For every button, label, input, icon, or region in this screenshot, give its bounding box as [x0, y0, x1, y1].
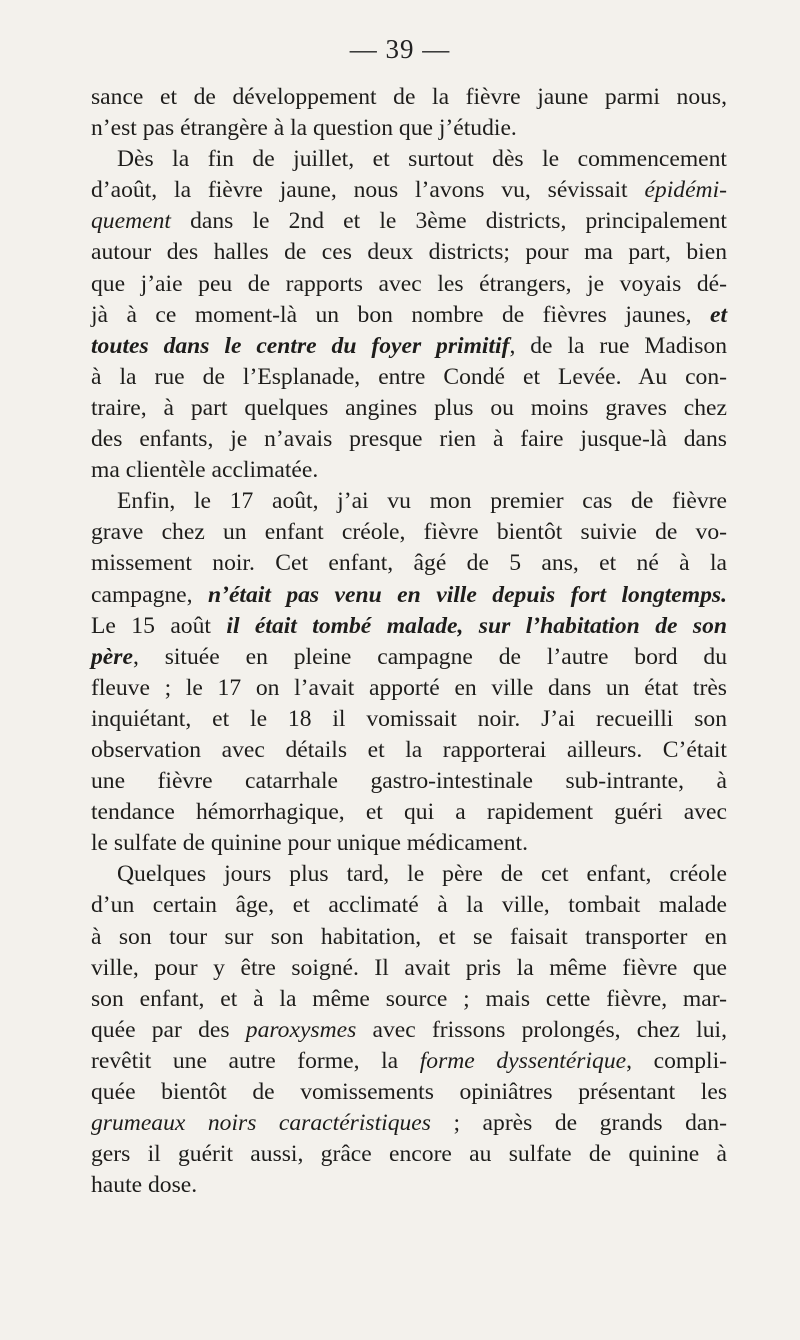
text-run: gers il guérit aussi, grâce encore au sulfate de quinine à [91, 1141, 727, 1168]
text-run: d’août, la fièvre jaune, nous l’avons vu, sévissait [91, 177, 645, 204]
paragraph [91, 144, 727, 486]
text-run: sance et de développement de la fièvre jaune parmi nous, [91, 84, 727, 110]
text-line [91, 1015, 727, 1046]
text-run: ville, pour y être soigné. Il avait pris la même fièvre que [91, 954, 727, 981]
text-line [91, 984, 727, 1015]
text-run: missement noir. Cet enfant, âgé de 5 ans, et né à la [91, 550, 727, 577]
text-run: à la rue de l’Esplanade, entre Condé et Levée. Au con- [91, 363, 727, 390]
text-line [91, 828, 727, 859]
text-run: observation avec détails et la rapporterai ailleurs. C’était [91, 736, 727, 763]
text-run: Enfin, le 17 août, j’ai vu mon premier cas de fièvre [117, 488, 727, 515]
text-run: Quelques jours plus tard, le père de cet enfant, créole [117, 861, 727, 888]
italic-text: et [709, 301, 727, 328]
text-run: revêtit une autre forme, la [91, 1047, 420, 1074]
page-number: — 39 — [349, 34, 451, 64]
text-run: grave chez un enfant créole, fièvre bientôt suivie de vo- [91, 519, 727, 546]
text-run: à son tour sur son habitation, et se faisait transporter en [91, 923, 727, 950]
italic-text: grumeaux noirs caractéristiques [91, 1110, 431, 1137]
text-run: quée par des [91, 1016, 246, 1043]
italic-text: forme dyssentérique [419, 1047, 627, 1074]
text-run: haute dose. [91, 1172, 198, 1199]
text-line [91, 175, 727, 206]
italic-text: il était tombé malade, sur l’habitation de son [226, 612, 727, 639]
text-line [91, 206, 727, 237]
text-line [91, 797, 727, 828]
text-run: le sulfate de quinine pour unique médicament. [91, 830, 529, 857]
text-line [91, 766, 727, 797]
text-line [91, 393, 727, 424]
text-line [91, 735, 727, 766]
text-line [91, 300, 727, 331]
italic-text: épidémi- [644, 177, 727, 204]
italic-text: quement [91, 208, 171, 235]
text-run: autour des halles de ces deux districts; pour ma part, bien [91, 239, 727, 266]
text-run: inquiétant, et le 18 il vomissait noir. J’ai recueilli son [91, 705, 727, 732]
text-line [91, 953, 727, 984]
text-line [91, 580, 727, 611]
text-line [91, 1108, 727, 1139]
text-line [91, 113, 727, 144]
text-run: , de la rue Madison [509, 332, 727, 359]
text-line [91, 424, 727, 455]
text-line [91, 1139, 727, 1170]
text-line [91, 144, 727, 175]
text-run: avec frissons prolongés, chez lui, [356, 1016, 727, 1043]
text-line [91, 455, 727, 486]
paragraph [91, 82, 727, 144]
text-line [91, 1077, 727, 1108]
text-line [91, 548, 727, 579]
italic-text: toutes dans le centre du foyer primitif [91, 332, 510, 359]
paragraph [91, 859, 727, 1201]
paragraph [91, 486, 727, 859]
italic-text: père [91, 643, 133, 670]
text-run: une fièvre catarrhale gastro-intestinale sub-intrante, à [91, 768, 727, 795]
text-line [91, 486, 727, 517]
text-run: son enfant, et à la même source ; mais cette fièvre, mar- [91, 985, 727, 1012]
text-line [91, 704, 727, 735]
text-run: d’un certain âge, et acclimaté à la ville, tombait malade [91, 892, 727, 919]
text-line [91, 890, 727, 921]
text-run: des enfants, je n’avais presque rien à faire jusque-là dans [91, 426, 727, 453]
text-run: quée bientôt de vomissements opiniâtres présentant les [91, 1079, 727, 1105]
text-run: que j’aie peu de rapports avec les étrangers, je voyais dé- [91, 270, 727, 297]
text-line [91, 517, 727, 548]
text-run: ma clientèle acclimatée. [91, 457, 319, 484]
text-line [91, 237, 727, 268]
body-text [91, 82, 727, 1201]
text-line [91, 673, 727, 704]
text-run: Dès la fin de juillet, et surtout dès le commencement [117, 146, 727, 173]
text-line [91, 642, 727, 673]
text-line [91, 922, 727, 953]
text-run: Le 15 août [91, 612, 227, 639]
text-line [91, 362, 727, 393]
text-run: , compli- [626, 1047, 727, 1074]
text-line [91, 1046, 727, 1077]
italic-text: n’était pas venu en ville depuis fort longtemps. [207, 581, 727, 608]
text-run: fleuve ; le 17 on l’avait apporté en ville dans un état très [91, 674, 727, 701]
text-run: tendance hémorrhagique, et qui a rapidement guéri avec [91, 799, 727, 826]
text-line [91, 859, 727, 890]
italic-text: paroxysmes [245, 1016, 357, 1043]
text-run: dans le 2nd et le 3ème districts, principalement [170, 208, 727, 235]
text-run: ; après de grands dan- [430, 1110, 728, 1137]
text-line [91, 331, 727, 362]
text-run: campagne, [91, 581, 208, 608]
text-line [91, 82, 727, 113]
text-line [91, 269, 727, 300]
text-run: n’est pas étrangère à la question que j’étudie. [91, 115, 517, 142]
text-line [91, 611, 727, 642]
text-run: , située en pleine campagne de l’autre bord du [132, 643, 727, 670]
text-run: traire, à part quelques angines plus ou moins graves chez [91, 394, 727, 421]
text-run: jà à ce moment-là un bon nombre de fièvres jaunes, [91, 301, 710, 328]
text-line [91, 1170, 727, 1201]
